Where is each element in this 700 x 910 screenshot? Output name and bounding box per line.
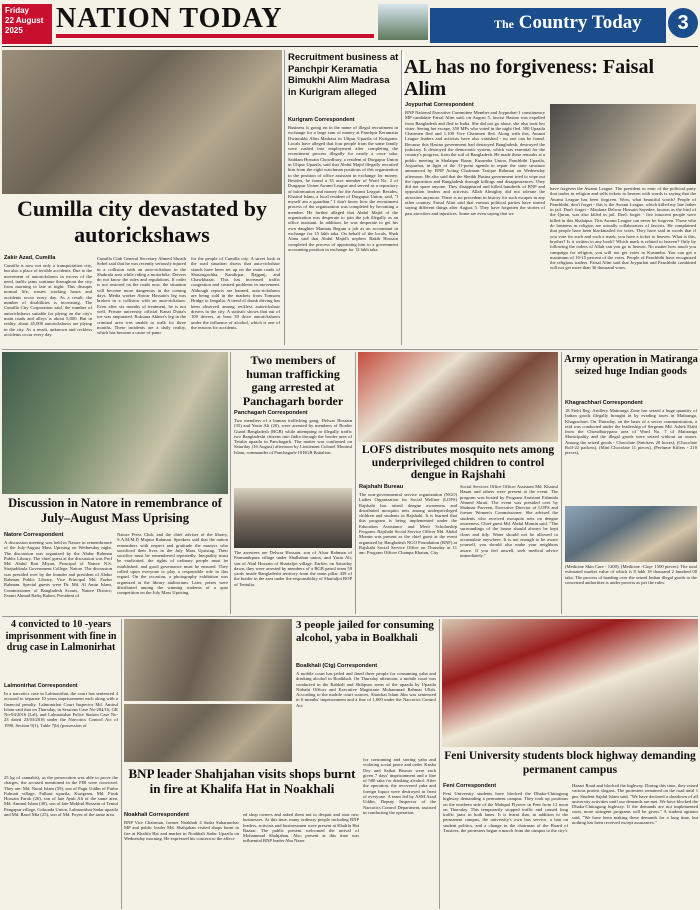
alim-col-1: BNP National Executive Committee Member and Joypurhat-1 constituency MP candidate Faisal Alim said, on August 5, fascist Hasina was expelled from Bangladesh and fled to India. She did not go alone, she also took her sister. Seeing her escape, 350 MPs who voted in the night fled. 500 Upazila Chairmen fled and 1,100 Vice Chairmen fled. Along with this, Awami League leaders and activists have also vanished - no one can be found. Because this Hasina government had destroyed Bangladesh, destroyed the judiciary. It destroyed the democratic system, which was essential for the country's progress, from the soil of Bangladesh. He made these remarks at a public meeting in Shalaipur Bazar, Kusumba Union, Panchbibi Upazila, Joypurhat, in light of the 31-point agenda to repair the state structure announced by BNP Acting Chairman Tarique Rahman on Wednesday afternoon. He also said that the Sheikh Hasina government tried to wipe out the opposition and Bangladesh through killings and disappearances. They did not spare anyone. They disappeared and killed hundreds of BNP and opposition leaders and activists. Allah Almighty did not tolerate the atrocities anymore. There is no precedent in history for such escapes in any other country. Faisal Alim said that various political parties have started saying different things after August 5. They have forgotten the stories of past atrocities and injustices. Some are even saying that we: [405, 110, 545, 216]
lofs-headline: LOFS distributes mosquito nets among underprivileged children to control dengue in Rajshahi: [361, 444, 555, 481]
natore-col-1: A discussion meeting was held in Natore in remembrance of the July-August Mass Uprising on Wednesday night. The discussion was organized by the Abdur Rahman Public Library. The chief guest at the discussion was Prof Md. Abdul Bari Miyan, Principal of Natore N.S. Sirajuddoula Government College, Natore. The discussion was presided over by the founder and president of Abdur Rahman Public Library, Vice Principal Md. Fazlur Rahman. Special guests were Dr. Md. Al Amin Islam, Commissioner of Bangladesh Scouts, Natore District; Farani Ahmad Rafiq Bahon, President of: [4, 540, 112, 598]
army-photo: [565, 506, 697, 562]
alim-col-2: have forgiven the Awami League. The president or emir of the political party that trades in religion and sells tickets to heaven with words is saying that the Awami League has been forgiven. Wow, what beautiful words! People of Panchbibi, don't forget - this is the Awami League, which killed my late father in jail. Don't forget - Maulana Delwar Hossain Sayedee, known as the bird of the Quran, was also killed in jail. Don't forget - five innocent people were killed in this Shalaipur. This Awami League can never be forgiven. Those who do business in religion are actually collaborators of fascists. He complained that people have been blackmailed for votes. They have said in words that if you vote for such and such a mark, you have a ticket to heaven. What is this, brother? Is it written in any book? Which mark is related to heaven? Only by following the orders of Allah can you go to heaven. No matter how much you campaign for religion, you will not get votes in Kusumba. You can get a maximum of 10-15 percent of the votes. People of Panchbibi have recognized the religious traders. Faisal Alim said that Joypurhat and Panchbibi combined will not get more than 30 thousand votes.: [550, 186, 696, 271]
lalmonirhat-body: In a narcotics case in Lalmonirhat, the court has sentenced 4 accused to separate 10 years imprisonment each along with a financial penalty. Lalmonirhat Court Inspector Md. Amirul Islam said that on Thursday, in Sessions Case No-284/16, GR No-94/2016 (Lal), and Lalmonirhat Police Station Case No-23 dated 23/03/2016 under the Narcotics Control Act of 1990, Section 9(1), Table 7(b) (possession of: [4, 691, 118, 728]
masthead-divider: [2, 46, 698, 47]
lalmonirhat-headline: 4 convicted to 10 -years imprisonment with fine in drug case in Lalmonirhat: [5, 619, 117, 653]
cumilla-col-3: for the people of Cumilla city. A street look at the road situation shows that auto-rickshaw stands have been set up on the main roads of Shasongachha, Kandirpar, Rajganj, and Chawkbazar. This has increased traffic congestion and created problems in movement. Although reports are banned, auto-rickshaws are being sold in the markets from Tomsom Bridge to Jangalia. A trend of drunk driving has been observed among reckless autorickshaw drivers in the city. A statistic shows that out of 100 drivers, at least 30 drive autorickshaws under the influence of alcohol, which is one of the reasons for accidents.: [191, 256, 280, 330]
cumilla-photo: [2, 50, 282, 194]
column-rule: [439, 619, 440, 909]
lofs-photo: [358, 352, 558, 442]
army-body: 18 Field Reg. Artillery Matiranga Zone has seized a huge quantity of Indian goods illegally brought in by evading taxes in Matiranga, Khagrachari. On Thursday, on the basis of a secret communication, a raid was conducted under the leadership of Sergeant Md. Ashek Elahi from the Chowdhurypara area of Ward No. 7 of Matiranga Municipality and the illegal goods were seized without an owner. Among the seized goods - Chocolate (Snickers 20 boxes), (Chocolate Roll-22 packets), (Mini Chocolate 11 pieces), (Perfume Killers - 210 pieces),: [565, 408, 697, 456]
column-rule: [284, 50, 285, 345]
noakhali-headline: BNP leader Shahjahan visits shops burnt in fire at Khalifa Hat in Noakhali: [128, 766, 356, 796]
alim-byline: Joypurhat Correspondent: [405, 102, 474, 108]
masthead-rule: [56, 34, 374, 38]
banner-subbar: [430, 38, 666, 43]
lalmonirhat-body-2: 25 kg of cannabis), as the prosecution was able to prove the charges, the accused mentioned in the FIR were convicted. They are: Md. Nurul Islam (59), son of Pagir Uddin of Purbo Fulmati village, Fulbari upazila, Kurigram, Md. Firuk Hossain Farok (26), son of late Ayub Ali of the same area, Md. Aminul Islam (40), son of late Mokbul Hossain of Tentul Pangapur village, Gokunda Union, Lalmonirhat Sadar upazila and Md. Rasel Mia (25), son of Md. Foyez of the same area.: [4, 775, 118, 818]
recruitment-body: Business is going on in the name of illegal recruitment in exchange for a large sum of money at Panchpir Keramatia Dwimukhi Alim Madrasa in Ulipur Upazila of Kurigram. Locals have alleged that four people from the same family were rushed into employment after completing the recruitment process illegally for nearly a crore taka. Saddam Hossain Chowdhury, a resident of Durgapur Union in Ulipur Upazila, said that Abdul Majid illegally recruited him from the eight watchman positions of this organization to the position of office assistant in exchange for money. Besides, he found a 35 acre member of Ward No. 2 of Durgapur Union Awami League and served as a repository of information and money for the Awami League. Besides, Khairul Islam, a local resident of Durgapur Union, said, "I myself am a guardian." I don't know how the recruitment process of the organization was completed by becoming a member. He further alleged that Abdul Majid of the organization was desperate to join the job illegally as an office assistant. In addition, he was desperate to get his own daughter Mamata Begum a job as an accountant in exchange for 15 lakh taka. On behalf of the locals, Shah Alam said that Abdul Majid's nephew Rakib Hossain completed the process of appointing him to a government accounting position in exchange for 12 lakh taka.: [288, 125, 398, 252]
noakhali-col-2: ed shop owners and asked them not to despair and start new businesses. At this time, many ordinary people including BNP leaders, activists and businessmen were present at Khalifa Hat Bazaar. The public present welcomed the arrival of Mohammad Shahjahan. Also present at this time was influential BNP leader Abu Naser.: [243, 812, 359, 844]
country-today-banner: [430, 8, 666, 38]
column-rule: [230, 352, 231, 614]
recruitment-headline: Recruitment business at Panchpir Keramatia Bimukhi Alim Madrasa in Kurigram alleged: [288, 52, 399, 98]
date-line-2: 2025: [5, 26, 23, 35]
noakhali-col-1: BNP Vice Chairman, former Noakhali 4 Sadar Subarnachar MP and public leader Md. Shahjahan visited shops burnt in fire at Khalifa Hat and market in Noakhali Sadar Upazila on Wednesday morning. He expressed his concern to the affect-: [124, 820, 239, 841]
nation-today-logo: NATION TODAY: [56, 6, 283, 32]
alim-headline: AL has no forgiveness: Faisal Alim: [404, 56, 655, 100]
section-title-1: The: [494, 17, 515, 31]
column-rule: [561, 352, 562, 614]
date-line-1: 22 August: [5, 16, 44, 25]
date-box: [2, 4, 52, 44]
boalkhali-side-photo: [124, 619, 292, 701]
feni-photo: [442, 619, 698, 747]
army-byline: Khagrachhari Correspondent: [565, 400, 643, 406]
section-title-2: Country Today: [518, 12, 642, 33]
cumilla-headline: Cumilla city devastated by autorickshaws: [17, 196, 267, 247]
feni-byline: Feni Correspondent: [443, 783, 497, 789]
trafficking-photo: [234, 488, 352, 548]
boalkhali-body: A mobile court has jailed and fined three people for consuming yaba and drinking alcohol in Boalkhali. On Thursday afternoon, a mobile court was conducted in the Rahkali and Shibpuro areas of the upazila by Upazila Nirbahi Officer and Executive Magistrate Mohammad Rahmat Ullah. According to the mobile court sources, Shawkat Islam Jiku was sentenced to 6 months' imprisonment and a fine of 1,000 under the Narcotics Control Act: [296, 671, 436, 708]
boalkhali-byline: Boalkhali (Ctg) Correspondent: [296, 663, 378, 669]
section-divider: [2, 616, 698, 617]
army-body-2: (Medicine Skin Care - 1200), (Medicine -Clop- 1500 pieces). The total estimated market value of which is 8 lakh 18 thousand 2 hundred 00 taka. The process of handing over the seized Indian illegal goods to the concerned authorities is under process as per the rules.: [565, 564, 697, 585]
day-label: Friday: [5, 6, 30, 15]
trafficking-byline: Panchagarh Correspondent: [234, 410, 308, 416]
noakhali-photo: [124, 704, 292, 762]
lofs-col-1: The non-governmental service organization (NGO) Ladies Organization for Social Welfare (LOFS) Rajshahi has raised dengue awareness and distributed mosquito nets among underprivileged children and students in Rajshahi. It is learned that this program is being implemented under the Education Assistance and Merit Scholarship Program. Rajshahi Social Service Officer Md. Abdul Momin was present as the chief guest at the event organized by Bangladesh NGO Foundation (BNF) at Rajshahi Social Service Office on Thursday at 11 am. Program Officer Champa Khatun, City: [359, 492, 457, 556]
boalkhali-body-2: for consuming and storing yaba and violating social peace and order. Kusha Dey and Saikat Biswas were each given 7 days' imprisonment and a fine of 500 taka for drinking alcohol. After the operation, the recovered yaba and foreign liquor were destroyed in front of everyone. A team led by ASM Azad Uddin, Deputy Inspector of the Narcotics Control Department, assisted in conducting the operation.: [363, 757, 436, 815]
army-headline: Army operation in Matiranga seized huge Indian goods: [564, 354, 698, 377]
recruitment-byline: Kurigram Correspondent: [288, 117, 355, 123]
trafficking-body-2: The arrestees are Delwar Hossain, son of Afsar Rahman of Parmanikpara village under Shalbahan union, and Yasin Ali, son of Abul Hossain of Sharialjot village. Earlier, on Saturday dawn, they were arrested by members of a BGB patrol team 50 yards inside Bangladeshi territory from the main pillar 439 of the border in the area under the responsibility of Sharialjot BOP of Tentulia.: [234, 550, 352, 587]
natore-headline: Discussion in Natore in remembrance of July–August Mass Uprising: [8, 496, 222, 525]
column-rule: [355, 352, 356, 614]
trafficking-body: Two members of a human trafficking gang, Delwar Hossain (35) and Yasin Ali (20), were arrested by members of Border Guard Bangladesh (BGB) while attempting to illegally traffic two Bangladeshi citizens into India through the border area of Tetulia upazila in Panchagarh. The matter was confirmed on Saturday (16 August) afternoon by Lieutenant Colonel Monirul Islam, commander of Panchagarh-18 BGB Battalion.: [234, 418, 352, 455]
feni-col-1: Feni University students have blocked the Dhaka-Chittagong highway demanding a permanent campus. They took up positions on the northern side of the Mahipal Flyover in Feni from 12 noon on Thursday. This temporarily stopped traffic and caused long traffic jams in both lanes. It is learnt that, in addition to the permanent campus, the university's own bus service, a ban on student politics, and a change in the chairman of the Board of Trustees, the protesters began a march from the campus to the city's: [443, 791, 568, 834]
lofs-col-2: Social Services Office Officer Assistant Md. Khairul Hasan and others were present at the event. The program was hosted by Program Assistant Fahmida Ahmed Shruti. The event was presided over by Shahnaz Parveen, Executive Director of LOFS and former Women's Commissioner. She advised the students who received mosquito nets on dengue awareness. Chief guest Md. Abdul Momin said, "The surroundings of the house should always be kept clean and tidy. Water should not be allowed to accumulate anywhere. It is not enough to be aware yourself, you should also make your neighbors aware. If you feel unwell, seek medical advice immediately.": [460, 484, 558, 558]
alim-photo: [550, 104, 696, 184]
feni-col-2: Hazari Road and blocked the highway. During this time, they raised various protest slogans. The protesters remained on the road until 1 pm. Student Sajdul Islam said, "We have declared a shutdown of all university activities until our demands are met. We have blocked the Dhaka-Chittagong highway. If the demands are not implemented soon, more stringent programs will be given." A student agitator said, "We have been making these demands for a long time, but nothing has been received except assurances.": [572, 783, 698, 826]
column-rule: [121, 619, 122, 909]
page-number: 3: [668, 8, 698, 38]
village-illustration: [378, 4, 428, 40]
column-rule: [401, 50, 402, 345]
trafficking-headline: Two members of human trafficking gang arrested at Panchagarh border: [242, 354, 344, 408]
feni-headline: Feni University students block highway demanding permanent campus: [444, 750, 696, 776]
cumilla-col-2: Cumilla Club General Secretary Ahmed Shoaib Sobel said that he was recently seriously injured in a collision with an auto-rickshaw in the Shakrala area while riding a motorbike. Drivers do not know the rules and regulations. If order is not restored on the roads now, the situation will become more dangerous in the coming days. Media worker Anwar Hossain's leg was broken in a collision with an auto-rickshaw. Even after six months of treatment, he is not well. Private university official Kanai Dutta's toe was amputated. Roksana Akhter's leg in the criminal area was unable to walk for three months. These incidents are a daily reality, which has become a cause of panic: [97, 256, 186, 336]
cumilla-col-1: Cumilla is now not only a transportation city, but also a place of terrible accidents. Due to the movement of autorickshaws in excess of the need, traffic jams continue throughout the city from morning to late at night. This disrupts normal life, wastes working hours and accidents occur every day. As a result, the number of disabilities is increasing. The Cumilla City Corporation said, the number of autorickshaws suitable for plying on the city's main roads and alleys is about 5,000. But in reality, about 45,000 autorickshaws are plying in the city. As a result, unknown and reckless accidents occur every day.: [4, 263, 92, 337]
lalmonirhat-byline: Lalmonirhat Correspondent: [4, 683, 78, 689]
natore-photo: [2, 352, 228, 494]
cumilla-byline: Zakir Azad, Cumilla: [4, 255, 56, 261]
boalkhali-headline: 3 people jailed for consuming alcohol, yaba in Boalkhali: [296, 619, 434, 644]
lofs-byline: Rajshahi Bureau: [359, 484, 404, 490]
natore-col-2: Natore Press Club; and the chief adviser of the library, S.A.M.M.D Majnur Rahman. Speakers said that the nation remembers with respect and gratitude the martyrs who sacrificed their lives in the July Mass Uprising. Their sacrifice must be remembered repeatedly. Inequality must be eradicated, the rights of ordinary people must be established, and good governance must be ensured. They called upon everyone to play a responsible role in this regard. On the occasion, a photography exhibition was organized at the library auditorium. Later, prizes were distributed among the winning students of a quiz competition on the July Mass Uprising.: [117, 532, 228, 596]
noakhali-byline: Noakhali Correspondent: [124, 812, 189, 818]
section-divider: [2, 349, 698, 350]
natore-byline: Natore Correspondent: [4, 532, 64, 538]
